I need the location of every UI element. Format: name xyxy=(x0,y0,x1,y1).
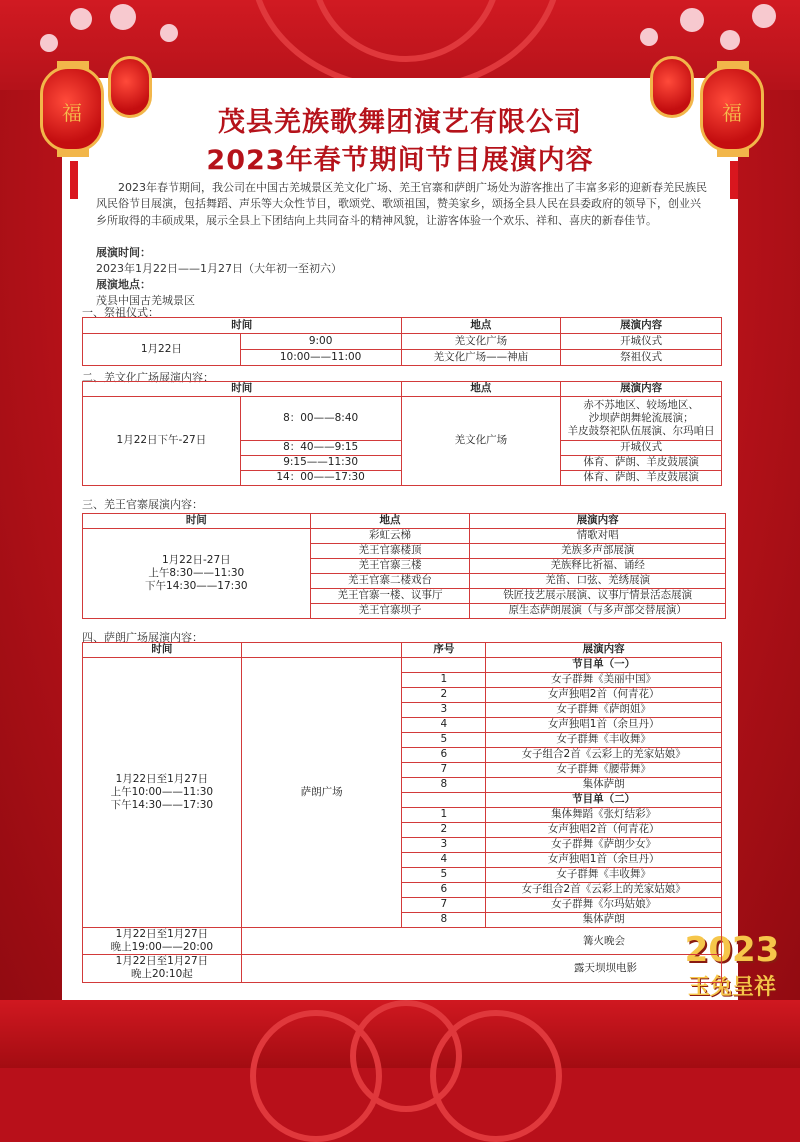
table-cell: 女子组合2首《云彩上的羌家姑娘》 xyxy=(486,883,722,898)
table-cell: 女子群舞《萨朗姐》 xyxy=(486,703,722,718)
table-cell: 7 xyxy=(402,763,486,778)
time-label: 展演时间： xyxy=(96,246,151,259)
table-cell: 7 xyxy=(402,898,486,913)
blossom xyxy=(640,28,658,46)
table-cell: 5 xyxy=(402,868,486,883)
table-cell: 女子群舞《美丽中国》 xyxy=(486,673,722,688)
table-cell: 1 xyxy=(402,673,486,688)
table-cell: 开城仪式 xyxy=(561,441,722,456)
table-cell: 羌王官寨楼顶 xyxy=(310,544,470,559)
table-cell: 羌王官寨二楼戏台 xyxy=(310,574,470,589)
table-header: 展演内容 xyxy=(486,643,722,658)
table-cell: 1月22日至1月27日 晚上20:10起 xyxy=(83,955,242,982)
table-cell: 女子群舞《萨朗少女》 xyxy=(486,838,722,853)
place-value: 茂县中国古羌城景区 xyxy=(96,294,195,307)
section-4-table xyxy=(82,642,722,983)
table-cell: 女子群舞《腰带舞》 xyxy=(486,763,722,778)
table-header: 展演内容 xyxy=(561,318,722,334)
table-cell: 6 xyxy=(402,883,486,898)
intro-paragraph: 2023年春节期间，我公司在中国古羌城景区羌文化广场、羌王官寨和萨朗广场处为游客推出了丰富多彩的迎新春羌民族民风民俗节目展演，包括舞蹈、声乐等大众性节目，歌颂党、歌颂祖国，赞美家乡，颂扬全县人民在县委政府的领导下，创业兴乡所取得的丰硕成果，展示全县上下团结向上共同奋斗的精神风貌，让游客体验一个欢乐、祥和、喜庆的新春佳节。 xyxy=(96,181,707,227)
table-cell: 原生态萨朗展演（与多声部交替展演） xyxy=(470,604,726,619)
table-cell: 女声独唱2首（何青花） xyxy=(486,823,722,838)
badge-year: 2023 xyxy=(684,930,780,970)
table-cell: 体育、萨朗、羊皮鼓展演 xyxy=(561,456,722,471)
table-cell: 5 xyxy=(402,733,486,748)
table-cell: 羌文化广场 xyxy=(401,397,561,486)
table-header xyxy=(241,643,402,658)
decor-circle xyxy=(430,1010,562,1142)
table-cell: 露天坝坝电影 xyxy=(241,955,721,982)
table-cell: 开城仪式 xyxy=(561,334,722,350)
fu-glyph: 福 xyxy=(62,101,82,125)
table-cell: 女子群舞《丰收舞》 xyxy=(486,733,722,748)
section-1-heading: 一、祭祖仪式： xyxy=(82,306,159,319)
table-header: 时间 xyxy=(83,514,311,529)
title-line-2: 2023年春节期间节目展演内容 xyxy=(206,145,594,176)
table-cell: 女声独唱1首（余旦丹） xyxy=(486,853,722,868)
table-cell: 羌文化广场——神庙 xyxy=(401,350,561,366)
table-cell: 赤不苏地区、较场地区、 沙坝萨朗舞轮流展演； 羊皮鼓祭祀队伍展演、尔玛咱日 xyxy=(561,397,722,441)
blossom xyxy=(110,4,136,30)
table-header: 时间 xyxy=(83,382,402,397)
table-cell xyxy=(402,793,486,808)
table-cell: 1月22日 xyxy=(83,334,241,366)
table-cell: 情歌对唱 xyxy=(470,529,726,544)
table-cell: 3 xyxy=(402,838,486,853)
table-header: 展演内容 xyxy=(561,382,722,397)
table-cell: 集体萨朗 xyxy=(486,913,722,928)
blossom xyxy=(720,30,740,50)
table-cell: 羌王官寨三楼 xyxy=(310,559,470,574)
place-label: 展演地点： xyxy=(96,278,151,291)
blossom xyxy=(752,4,776,28)
table-cell: 1 xyxy=(402,808,486,823)
section-3-heading: 三、羌王官寨展演内容： xyxy=(82,498,203,511)
table-cell: 羌文化广场 xyxy=(401,334,561,350)
table-cell: 8 xyxy=(402,778,486,793)
program-list-title: 节目单（二） xyxy=(486,793,722,808)
section-2-table xyxy=(82,381,722,486)
table-header: 地点 xyxy=(401,318,561,334)
table-cell: 集体舞蹈《张灯结彩》 xyxy=(486,808,722,823)
table-cell: 1月22日-27日 上午8:30——11:30 下午14:30——17:30 xyxy=(83,529,311,619)
fu-glyph: 福 xyxy=(722,101,742,125)
section-4-heading: 四、萨朗广场展演内容： xyxy=(82,631,203,644)
table-cell: 集体萨朗 xyxy=(486,778,722,793)
table-cell: 女声独唱2首（何青花） xyxy=(486,688,722,703)
table-header: 时间 xyxy=(83,643,242,658)
title-line-1: 茂县羌族歌舞团演艺有限公司 xyxy=(218,107,582,138)
program-list-title: 节目单（一） xyxy=(486,658,722,673)
table-cell xyxy=(402,658,486,673)
table-cell: 羌笛、口弦、羌绣展演 xyxy=(470,574,726,589)
table-header: 展演内容 xyxy=(470,514,726,529)
blossom xyxy=(680,8,704,32)
table-header: 时间 xyxy=(83,318,402,334)
table-cell: 羌族多声部展演 xyxy=(470,544,726,559)
section-3-table xyxy=(82,513,726,619)
table-cell: 6 xyxy=(402,748,486,763)
blossom xyxy=(40,34,58,52)
table-cell: 女子组合2首《云彩上的羌家姑娘》 xyxy=(486,748,722,763)
decor-circle xyxy=(250,1010,382,1142)
table-cell: 篝火晚会 xyxy=(241,928,721,955)
table-cell: 羌族释比祈福、诵经 xyxy=(470,559,726,574)
table-cell: 萨朗广场 xyxy=(241,658,402,928)
table-cell: 羌王官寨一楼、议事厅 xyxy=(310,589,470,604)
section-2-heading: 二、羌文化广场展演内容： xyxy=(82,371,214,384)
table-cell: 祭祖仪式 xyxy=(561,350,722,366)
table-cell: 1月22日至1月27日 上午10:00——11:30 下午14:30——17:30 xyxy=(83,658,242,928)
table-cell: 女声独唱1首（余旦丹） xyxy=(486,718,722,733)
table-header: 地点 xyxy=(401,382,561,397)
table-cell: 2 xyxy=(402,823,486,838)
table-cell: 9:15——11:30 xyxy=(240,456,401,471)
table-cell: 1月22日下午-27日 xyxy=(83,397,241,486)
table-cell: 羌王官寨坝子 xyxy=(310,604,470,619)
table-cell: 8 xyxy=(402,913,486,928)
table-cell: 体育、萨朗、羊皮鼓展演 xyxy=(561,471,722,486)
table-header: 序号 xyxy=(402,643,486,658)
section-1-table xyxy=(82,317,722,366)
table-cell: 4 xyxy=(402,853,486,868)
table-cell: 9:00 xyxy=(240,334,401,350)
table-cell: 女子群舞《丰收舞》 xyxy=(486,868,722,883)
badge-slogan: 玉兔呈祥 xyxy=(687,975,776,1000)
blossom xyxy=(70,8,92,30)
table-cell: 彩虹云梯 xyxy=(310,529,470,544)
table-header: 地点 xyxy=(310,514,470,529)
table-cell: 2 xyxy=(402,688,486,703)
table-cell: 14：00——17:30 xyxy=(240,471,401,486)
time-value: 2023年1月22日——1月27日（大年初一至初六） xyxy=(96,262,342,275)
table-cell: 女子群舞《尔玛姑娘》 xyxy=(486,898,722,913)
table-cell: 10:00——11:00 xyxy=(240,350,401,366)
table-cell: 铁匠技艺展示展演、议事厅情景活态展演 xyxy=(470,589,726,604)
table-cell: 3 xyxy=(402,703,486,718)
table-cell: 1月22日至1月27日 晚上19:00——20:00 xyxy=(83,928,242,955)
table-cell: 8：00——8:40 xyxy=(240,397,401,441)
table-cell: 8：40——9:15 xyxy=(240,441,401,456)
blossom xyxy=(160,24,178,42)
table-cell: 4 xyxy=(402,718,486,733)
